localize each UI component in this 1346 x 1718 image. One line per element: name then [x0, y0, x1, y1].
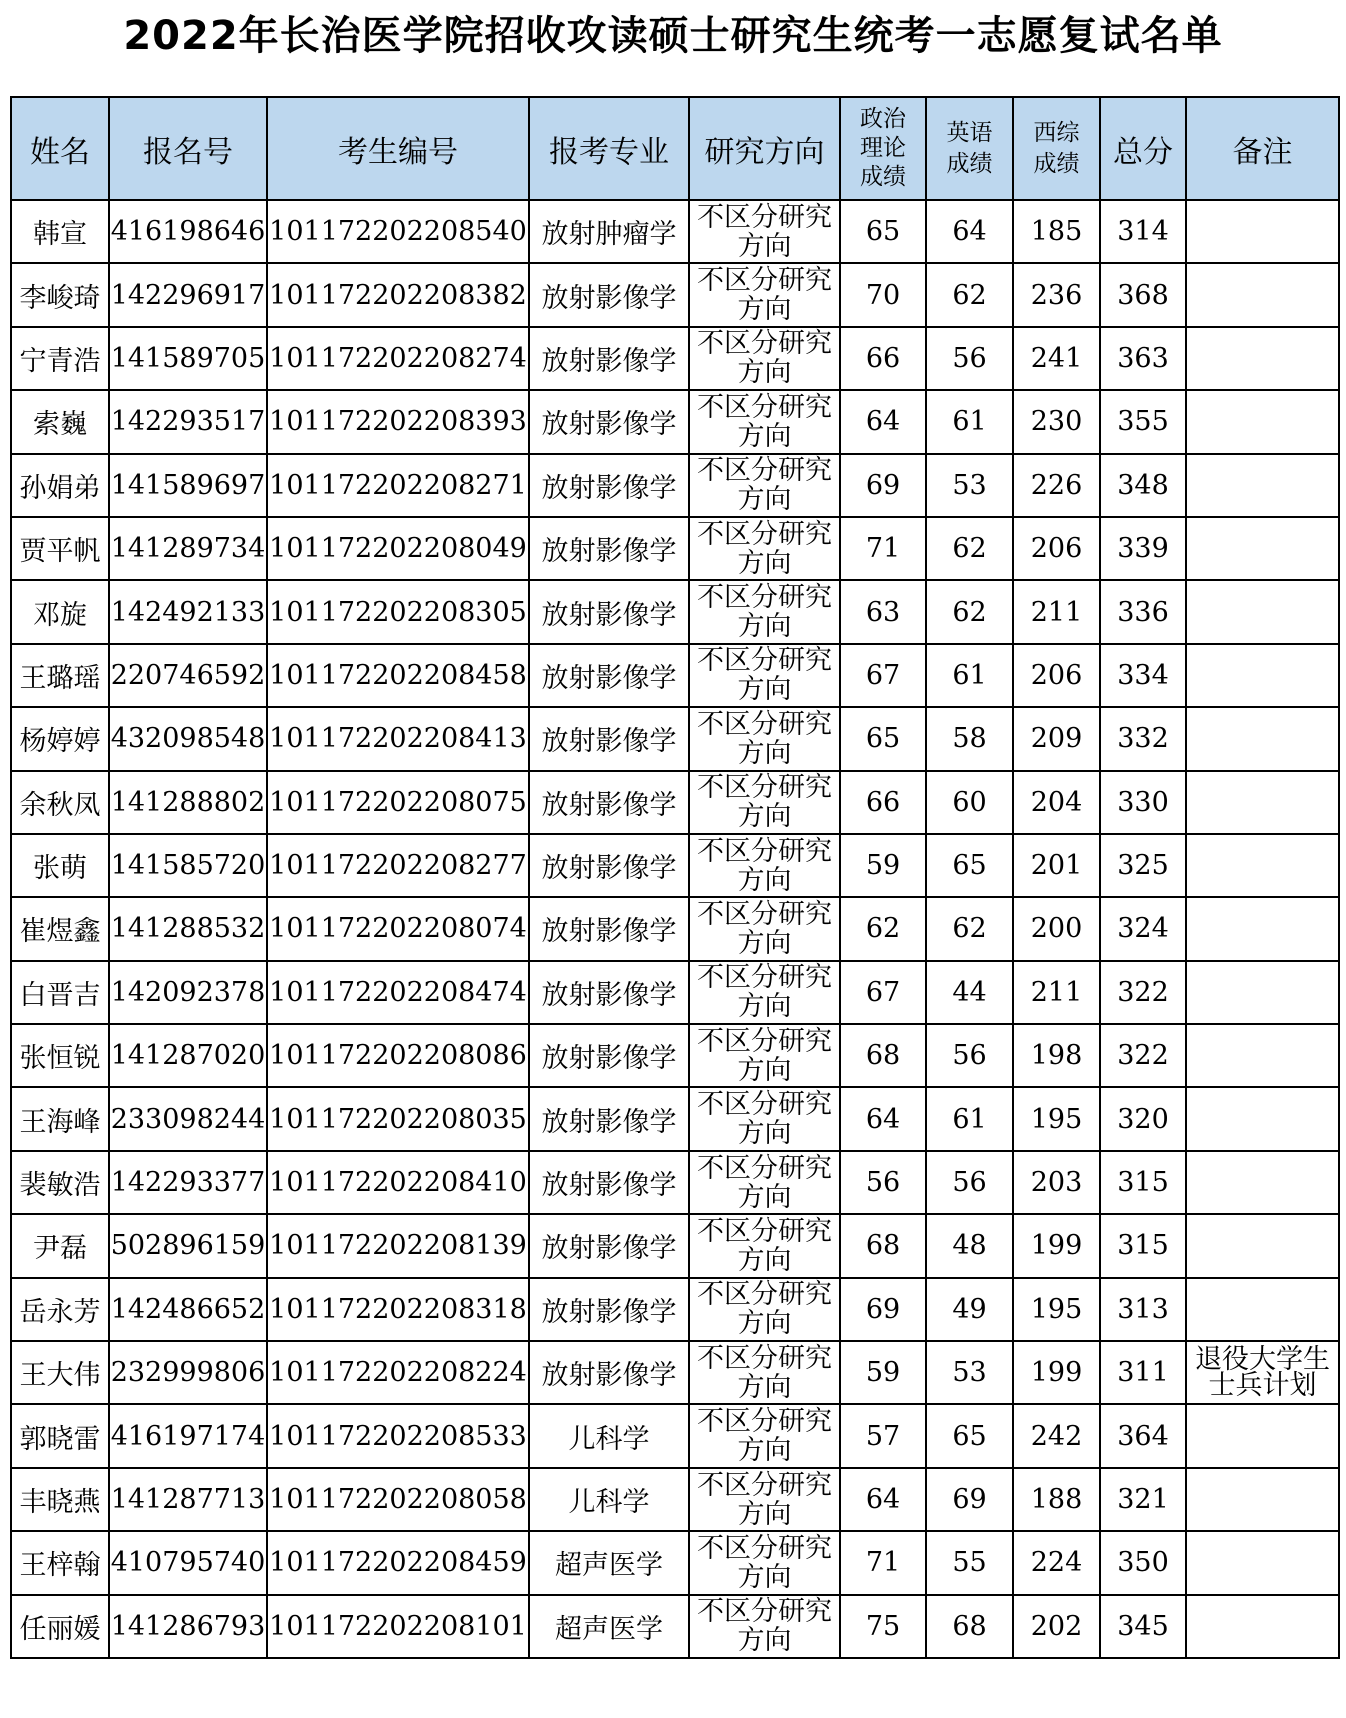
table-row [11, 1341, 1339, 1404]
cell-western: 209 [1013, 707, 1100, 770]
cell-total: 325 [1100, 834, 1186, 897]
cell-western: 241 [1013, 327, 1100, 390]
cell-reg-no: 142293517 [109, 390, 267, 453]
cell-direction: 不区分研究方向 [689, 327, 840, 390]
table-row [11, 263, 1339, 326]
cell-note [1186, 1531, 1339, 1594]
cell-name: 白晋吉 [11, 961, 109, 1024]
cell-major: 放射影像学 [529, 1024, 689, 1087]
cell-western: 201 [1013, 834, 1100, 897]
cell-western: 242 [1013, 1404, 1100, 1467]
cell-english: 65 [926, 834, 1013, 897]
cell-english: 62 [926, 263, 1013, 326]
cell-politics: 64 [840, 1468, 926, 1531]
cell-total: 336 [1100, 580, 1186, 643]
cell-major: 放射影像学 [529, 454, 689, 517]
cell-name: 任丽媛 [11, 1595, 109, 1658]
header-note: 备注 [1186, 97, 1339, 200]
cell-exam-no: 101172202208086 [267, 1024, 529, 1087]
cell-exam-no: 101172202208277 [267, 834, 529, 897]
cell-note [1186, 961, 1339, 1024]
cell-reg-no: 141585720 [109, 834, 267, 897]
cell-name: 张恒锐 [11, 1024, 109, 1087]
cell-note [1186, 1404, 1339, 1467]
cell-english: 56 [926, 1024, 1013, 1087]
cell-name: 尹磊 [11, 1214, 109, 1277]
cell-politics: 63 [840, 580, 926, 643]
cell-name: 岳永芳 [11, 1278, 109, 1341]
cell-exam-no: 101172202208271 [267, 454, 529, 517]
table-row [11, 580, 1339, 643]
cell-total: 320 [1100, 1087, 1186, 1150]
cell-western: 195 [1013, 1087, 1100, 1150]
cell-major: 放射影像学 [529, 897, 689, 960]
cell-western: 230 [1013, 390, 1100, 453]
cell-politics: 65 [840, 200, 926, 263]
cell-name: 王大伟 [11, 1341, 109, 1404]
cell-direction: 不区分研究方向 [689, 1468, 840, 1531]
cell-direction: 不区分研究方向 [689, 200, 840, 263]
cell-reg-no: 141288802 [109, 771, 267, 834]
cell-exam-no: 101172202208410 [267, 1151, 529, 1214]
cell-exam-no: 101172202208035 [267, 1087, 529, 1150]
cell-western: 206 [1013, 644, 1100, 707]
cell-note [1186, 580, 1339, 643]
cell-name: 崔煜鑫 [11, 897, 109, 960]
cell-english: 61 [926, 644, 1013, 707]
table-header-row [11, 97, 1339, 200]
cell-western: 195 [1013, 1278, 1100, 1341]
cell-major: 超声医学 [529, 1595, 689, 1658]
table-row [11, 897, 1339, 960]
cell-exam-no: 101172202208459 [267, 1531, 529, 1594]
cell-direction: 不区分研究方向 [689, 707, 840, 770]
cell-reg-no: 233098244 [109, 1087, 267, 1150]
cell-direction: 不区分研究方向 [689, 517, 840, 580]
cell-english: 56 [926, 1151, 1013, 1214]
cell-note [1186, 771, 1339, 834]
cell-exam-no: 101172202208393 [267, 390, 529, 453]
cell-politics: 68 [840, 1024, 926, 1087]
cell-politics: 65 [840, 707, 926, 770]
cell-major: 放射影像学 [529, 1151, 689, 1214]
cell-name: 杨婷婷 [11, 707, 109, 770]
cell-note: 退役大学生士兵计划 [1186, 1341, 1339, 1404]
cell-western: 211 [1013, 580, 1100, 643]
table-row [11, 1468, 1339, 1531]
table-row [11, 327, 1339, 390]
cell-total: 315 [1100, 1151, 1186, 1214]
cell-total: 311 [1100, 1341, 1186, 1404]
cell-direction: 不区分研究方向 [689, 1278, 840, 1341]
cell-total: 321 [1100, 1468, 1186, 1531]
cell-reg-no: 141288532 [109, 897, 267, 960]
cell-name: 索巍 [11, 390, 109, 453]
cell-reg-no: 142092378 [109, 961, 267, 1024]
cell-note [1186, 200, 1339, 263]
cell-exam-no: 101172202208274 [267, 327, 529, 390]
table-row [11, 834, 1339, 897]
table-row [11, 707, 1339, 770]
table-row [11, 454, 1339, 517]
header-total: 总分 [1100, 97, 1186, 200]
cell-exam-no: 101172202208533 [267, 1404, 529, 1467]
cell-total: 322 [1100, 961, 1186, 1024]
cell-total: 363 [1100, 327, 1186, 390]
cell-exam-no: 101172202208413 [267, 707, 529, 770]
cell-western: 211 [1013, 961, 1100, 1024]
table-row [11, 1404, 1339, 1467]
cell-total: 364 [1100, 1404, 1186, 1467]
table-row [11, 1087, 1339, 1150]
cell-total: 345 [1100, 1595, 1186, 1658]
cell-english: 56 [926, 327, 1013, 390]
cell-major: 放射影像学 [529, 961, 689, 1024]
cell-major: 放射影像学 [529, 644, 689, 707]
cell-direction: 不区分研究方向 [689, 771, 840, 834]
cell-direction: 不区分研究方向 [689, 1531, 840, 1594]
cell-direction: 不区分研究方向 [689, 1087, 840, 1150]
cell-exam-no: 101172202208049 [267, 517, 529, 580]
cell-major: 放射影像学 [529, 517, 689, 580]
cell-major: 儿科学 [529, 1468, 689, 1531]
cell-direction: 不区分研究方向 [689, 263, 840, 326]
table-row [11, 200, 1339, 263]
cell-name: 丰晓燕 [11, 1468, 109, 1531]
cell-note [1186, 1151, 1339, 1214]
cell-direction: 不区分研究方向 [689, 454, 840, 517]
header-direction: 研究方向 [689, 97, 840, 200]
cell-note [1186, 897, 1339, 960]
cell-english: 64 [926, 200, 1013, 263]
cell-western: 200 [1013, 897, 1100, 960]
cell-reg-no: 416198646 [109, 200, 267, 263]
cell-major: 放射影像学 [529, 707, 689, 770]
cell-direction: 不区分研究方向 [689, 1404, 840, 1467]
cell-major: 放射影像学 [529, 263, 689, 326]
cell-note [1186, 454, 1339, 517]
cell-exam-no: 101172202208474 [267, 961, 529, 1024]
cell-reg-no: 416197174 [109, 1404, 267, 1467]
cell-western: 203 [1013, 1151, 1100, 1214]
header-exam-no: 考生编号 [267, 97, 529, 200]
cell-reg-no: 142293377 [109, 1151, 267, 1214]
cell-politics: 75 [840, 1595, 926, 1658]
cell-english: 62 [926, 517, 1013, 580]
cell-exam-no: 101172202208318 [267, 1278, 529, 1341]
cell-total: 368 [1100, 263, 1186, 326]
cell-major: 超声医学 [529, 1531, 689, 1594]
cell-english: 53 [926, 1341, 1013, 1404]
cell-reg-no: 432098548 [109, 707, 267, 770]
table-row [11, 1531, 1339, 1594]
cell-major: 放射影像学 [529, 1214, 689, 1277]
cell-name: 张萌 [11, 834, 109, 897]
cell-politics: 67 [840, 961, 926, 1024]
cell-note [1186, 1087, 1339, 1150]
cell-direction: 不区分研究方向 [689, 390, 840, 453]
cell-name: 王海峰 [11, 1087, 109, 1150]
cell-reg-no: 141286793 [109, 1595, 267, 1658]
cell-exam-no: 101172202208305 [267, 580, 529, 643]
cell-name: 余秋凤 [11, 771, 109, 834]
cell-politics: 56 [840, 1151, 926, 1214]
cell-politics: 64 [840, 1087, 926, 1150]
cell-note [1186, 263, 1339, 326]
table-row [11, 1151, 1339, 1214]
cell-major: 儿科学 [529, 1404, 689, 1467]
header-english: 英语成绩 [926, 97, 1013, 200]
table-row [11, 1278, 1339, 1341]
cell-western: 236 [1013, 263, 1100, 326]
cell-name: 孙娟弟 [11, 454, 109, 517]
cell-direction: 不区分研究方向 [689, 1341, 840, 1404]
cell-total: 324 [1100, 897, 1186, 960]
cell-politics: 66 [840, 327, 926, 390]
cell-note [1186, 1024, 1339, 1087]
cell-major: 放射影像学 [529, 327, 689, 390]
cell-direction: 不区分研究方向 [689, 1151, 840, 1214]
cell-total: 313 [1100, 1278, 1186, 1341]
cell-politics: 69 [840, 454, 926, 517]
cell-direction: 不区分研究方向 [689, 1595, 840, 1658]
cell-major: 放射影像学 [529, 1341, 689, 1404]
cell-direction: 不区分研究方向 [689, 644, 840, 707]
cell-major: 放射肿瘤学 [529, 200, 689, 263]
cell-exam-no: 101172202208224 [267, 1341, 529, 1404]
cell-english: 60 [926, 771, 1013, 834]
table-row [11, 1595, 1339, 1658]
header-reg-no: 报名号 [109, 97, 267, 200]
cell-direction: 不区分研究方向 [689, 961, 840, 1024]
header-major: 报考专业 [529, 97, 689, 200]
cell-politics: 59 [840, 834, 926, 897]
cell-note [1186, 1595, 1339, 1658]
cell-note [1186, 1214, 1339, 1277]
cell-reg-no: 141287713 [109, 1468, 267, 1531]
cell-western: 188 [1013, 1468, 1100, 1531]
cell-english: 69 [926, 1468, 1013, 1531]
cell-name: 邓旋 [11, 580, 109, 643]
cell-major: 放射影像学 [529, 390, 689, 453]
header-western: 西综成绩 [1013, 97, 1100, 200]
cell-exam-no: 101172202208058 [267, 1468, 529, 1531]
cell-name: 李峻琦 [11, 263, 109, 326]
cell-politics: 70 [840, 263, 926, 326]
cell-western: 224 [1013, 1531, 1100, 1594]
cell-exam-no: 101172202208074 [267, 897, 529, 960]
table-row [11, 644, 1339, 707]
cell-politics: 69 [840, 1278, 926, 1341]
cell-politics: 68 [840, 1214, 926, 1277]
cell-major: 放射影像学 [529, 580, 689, 643]
cell-reg-no: 141289734 [109, 517, 267, 580]
cell-reg-no: 410795740 [109, 1531, 267, 1594]
cell-name: 韩宣 [11, 200, 109, 263]
header-politics: 政治理论成绩 [840, 97, 926, 200]
cell-total: 348 [1100, 454, 1186, 517]
cell-major: 放射影像学 [529, 834, 689, 897]
cell-exam-no: 101172202208540 [267, 200, 529, 263]
cell-western: 204 [1013, 771, 1100, 834]
cell-note [1186, 327, 1339, 390]
cell-note [1186, 707, 1339, 770]
cell-total: 355 [1100, 390, 1186, 453]
header-name: 姓名 [11, 97, 109, 200]
cell-major: 放射影像学 [529, 1278, 689, 1341]
cell-english: 61 [926, 390, 1013, 453]
cell-english: 53 [926, 454, 1013, 517]
cell-name: 贾平帆 [11, 517, 109, 580]
cell-total: 350 [1100, 1531, 1186, 1594]
cell-direction: 不区分研究方向 [689, 1214, 840, 1277]
cell-english: 48 [926, 1214, 1013, 1277]
cell-english: 62 [926, 897, 1013, 960]
cell-total: 314 [1100, 200, 1186, 263]
cell-total: 334 [1100, 644, 1186, 707]
cell-name: 王璐瑶 [11, 644, 109, 707]
cell-name: 裴敏浩 [11, 1151, 109, 1214]
cell-direction: 不区分研究方向 [689, 834, 840, 897]
cell-note [1186, 517, 1339, 580]
cell-major: 放射影像学 [529, 1087, 689, 1150]
table-row [11, 390, 1339, 453]
cell-note [1186, 390, 1339, 453]
cell-exam-no: 101172202208101 [267, 1595, 529, 1658]
cell-note [1186, 1468, 1339, 1531]
cell-total: 315 [1100, 1214, 1186, 1277]
cell-total: 339 [1100, 517, 1186, 580]
cell-western: 226 [1013, 454, 1100, 517]
cell-western: 198 [1013, 1024, 1100, 1087]
cell-politics: 71 [840, 1531, 926, 1594]
cell-total: 332 [1100, 707, 1186, 770]
cell-name: 王梓翰 [11, 1531, 109, 1594]
cell-politics: 64 [840, 390, 926, 453]
cell-reg-no: 220746592 [109, 644, 267, 707]
table-row [11, 1214, 1339, 1277]
cell-politics: 67 [840, 644, 926, 707]
cell-exam-no: 101172202208139 [267, 1214, 529, 1277]
cell-exam-no: 101172202208382 [267, 263, 529, 326]
cell-english: 61 [926, 1087, 1013, 1150]
cell-reg-no: 232999806 [109, 1341, 267, 1404]
cell-reg-no: 502896159 [109, 1214, 267, 1277]
cell-western: 185 [1013, 200, 1100, 263]
cell-politics: 59 [840, 1341, 926, 1404]
cell-western: 199 [1013, 1214, 1100, 1277]
cell-note [1186, 644, 1339, 707]
cell-reg-no: 142486652 [109, 1278, 267, 1341]
page-title: 2022年长治医学院招收攻读硕士研究生统考一志愿复试名单 [123, 13, 1223, 59]
roster-table [10, 96, 1340, 1659]
cell-name: 郭晓雷 [11, 1404, 109, 1467]
cell-english: 49 [926, 1278, 1013, 1341]
cell-major: 放射影像学 [529, 771, 689, 834]
cell-reg-no: 141589697 [109, 454, 267, 517]
cell-exam-no: 101172202208458 [267, 644, 529, 707]
cell-exam-no: 101172202208075 [267, 771, 529, 834]
cell-reg-no: 142492133 [109, 580, 267, 643]
table-row [11, 961, 1339, 1024]
cell-english: 44 [926, 961, 1013, 1024]
table-row [11, 771, 1339, 834]
cell-reg-no: 142296917 [109, 263, 267, 326]
cell-note [1186, 1278, 1339, 1341]
cell-english: 55 [926, 1531, 1013, 1594]
cell-direction: 不区分研究方向 [689, 1024, 840, 1087]
cell-politics: 57 [840, 1404, 926, 1467]
cell-english: 58 [926, 707, 1013, 770]
table-row [11, 1024, 1339, 1087]
cell-name: 宁青浩 [11, 327, 109, 390]
cell-reg-no: 141589705 [109, 327, 267, 390]
cell-direction: 不区分研究方向 [689, 897, 840, 960]
cell-note [1186, 834, 1339, 897]
cell-western: 202 [1013, 1595, 1100, 1658]
cell-english: 68 [926, 1595, 1013, 1658]
cell-total: 330 [1100, 771, 1186, 834]
cell-politics: 71 [840, 517, 926, 580]
cell-politics: 62 [840, 897, 926, 960]
cell-western: 199 [1013, 1341, 1100, 1404]
cell-direction: 不区分研究方向 [689, 580, 840, 643]
cell-english: 65 [926, 1404, 1013, 1467]
cell-reg-no: 141287020 [109, 1024, 267, 1087]
cell-western: 206 [1013, 517, 1100, 580]
cell-politics: 66 [840, 771, 926, 834]
cell-english: 62 [926, 580, 1013, 643]
table-row [11, 517, 1339, 580]
cell-total: 322 [1100, 1024, 1186, 1087]
